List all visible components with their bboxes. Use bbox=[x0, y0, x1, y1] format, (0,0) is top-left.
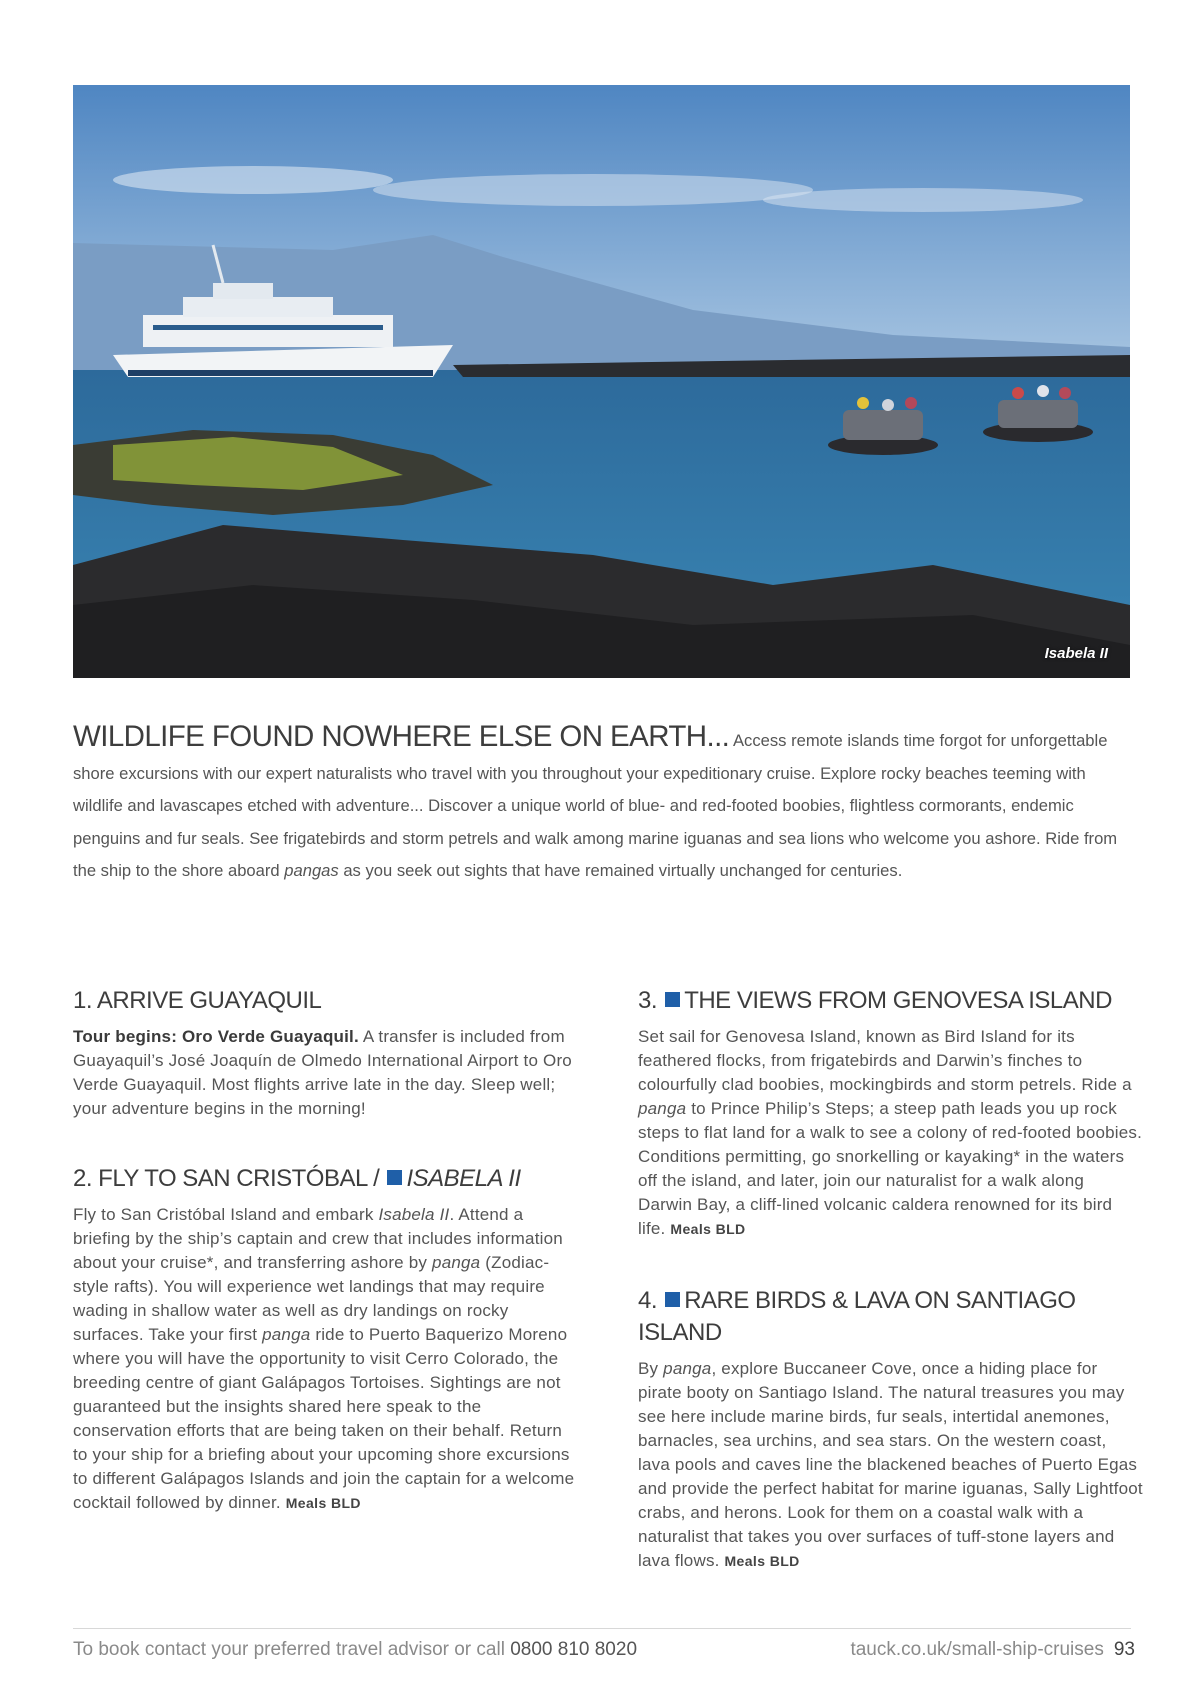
intro-text-italic: pangas bbox=[284, 861, 339, 880]
itinerary-column-left bbox=[73, 985, 578, 1515]
footer-booking bbox=[73, 1639, 637, 1661]
footer-booking-text: To book contact your preferred travel advisor or call bbox=[73, 1639, 511, 1660]
day-2-title-text: 2. FLY TO SAN CRISTÓBAL / bbox=[73, 1165, 380, 1192]
day-4-body-2: , explore Buccaneer Cove, once a hiding place for pirate booty on Santiago Island. The natural treasures you may see here include marine birds, fur seals, intertidal anemones, barnacles, sea urchins, and sea stars. On the western coast, lava pools and caves line the blackened beaches of Puerto Egas and provide the perfect habitat for marine iguanas, Sally Lightfoot crabs, and herons. Look for them on a coastal walk with a naturalist that takes you over surfaces of tuff-stone layers and lava flows. bbox=[638, 1359, 1143, 1570]
day-3-title bbox=[638, 985, 1143, 1017]
day-4-number: 4. bbox=[638, 1287, 658, 1314]
day-2-body-2: . Attend a briefing by the ship’s captain and crew that includes information about your cruise*, and transferring ashore by bbox=[73, 1205, 563, 1272]
intro-headline: WILDLIFE FOUND NOWHERE ELSE ON EARTH... bbox=[73, 720, 730, 753]
day-1-body: A transfer is included from Guayaquil’s José Joaquín de Olmedo International Airport to Oro Verde Guayaquil. Most flights arrive late in the day. Sleep well; your adventure begins in the morning! bbox=[73, 1027, 572, 1118]
day-3-italic-1: panga bbox=[638, 1099, 687, 1118]
day-2-italic-3: panga bbox=[262, 1325, 311, 1344]
day-4-body-1: By bbox=[638, 1359, 664, 1378]
day-2-meals: Meals BLD bbox=[285, 1495, 361, 1511]
day-3-body-2: to Prince Philip’s Steps; a steep path leads you up rock steps to flat land for a walk to see a colony of red-footed boobies. Conditions permitting, go snorkelling or kayaking* in the waters off the island, and later, join our naturalist for a walk along Darwin Bay, a cliff-lined volcanic caldera renowned for its bird life. bbox=[638, 1099, 1143, 1238]
footer-divider bbox=[73, 1628, 1131, 1629]
day-2-body-3: (Zodiac-style rafts). You will experience wet landings that may require wading in shallow water as well as dry landings on rocky surfaces. Take your first bbox=[73, 1253, 550, 1344]
intro-paragraph bbox=[73, 721, 1137, 888]
day-1-title: 1. ARRIVE GUAYAQUIL bbox=[73, 987, 322, 1014]
day-2-body-1: Fly to San Cristóbal Island and embark bbox=[73, 1205, 379, 1224]
day-2-italic-1: Isabela II bbox=[378, 1205, 450, 1224]
footer-phone-link[interactable]: 0800 810 8020 bbox=[510, 1639, 638, 1660]
ship-marker-icon bbox=[387, 1170, 402, 1185]
day-3-title-text: THE VIEWS FROM GENOVESA ISLAND bbox=[684, 987, 1112, 1014]
itinerary-column-right bbox=[638, 985, 1143, 1573]
footer-url-link[interactable]: tauck.co.uk/small-ship-cruises bbox=[850, 1639, 1104, 1660]
day-2-text bbox=[73, 1203, 578, 1515]
day-1-text bbox=[73, 1025, 578, 1121]
intro-text-end: as you seek out sights that have remained virtually unchanged for centuries. bbox=[338, 861, 903, 880]
page-number: 93 bbox=[1113, 1639, 1135, 1660]
galapagos-scene-illustration bbox=[73, 85, 1130, 678]
footer-site bbox=[850, 1639, 1135, 1661]
day-2-italic-2: panga bbox=[432, 1253, 481, 1272]
day-4-title bbox=[638, 1285, 1143, 1349]
day-3-text bbox=[638, 1025, 1143, 1241]
ship-marker-icon bbox=[665, 992, 680, 1007]
day-4-meals: Meals BLD bbox=[724, 1553, 800, 1569]
day-4-italic-1: panga bbox=[663, 1359, 712, 1378]
day-4-title-text: RARE BIRDS & LAVA ON SANTIAGO ISLAND bbox=[638, 1287, 1076, 1346]
photo-caption: Isabela II bbox=[1044, 645, 1108, 662]
day-3-meals: Meals BLD bbox=[670, 1221, 746, 1237]
intro-text: Access remote islands time forgot for unforgettable shore excursions with our expert naturalists who travel with you throughout your expeditionary cruise. Explore rocky beaches teeming with wildlife and lavascapes etched with adventure... Discover a unique world of blue- and red-footed boobies, flightless cormorants, endemic penguins and fur seals. See frigatebirds and storm petrels and walk among marine iguanas and sea lions who welcome you ashore. Ride from the ship to the shore aboard bbox=[73, 731, 1118, 880]
itinerary-day-2 bbox=[73, 1163, 578, 1515]
itinerary-day-4 bbox=[638, 1285, 1143, 1573]
day-3-number: 3. bbox=[638, 987, 658, 1014]
day-1-lead: Tour begins: Oro Verde Guayaquil. bbox=[73, 1027, 359, 1046]
day-2-body-4: ride to Puerto Baquerizo Moreno where you will have the opportunity to visit Cerro Colorado, the breeding centre of giant Galápagos Tortoises. Sightings are not guaranteed but the insights shared here speak to the conservation efforts that are being taken on their behalf. Return to your ship for a briefing about your upcoming shore excursions to different Galápagos Islands and join the captain for a welcome cocktail followed by dinner. bbox=[73, 1325, 575, 1512]
itinerary-day-3 bbox=[638, 985, 1143, 1241]
day-2-title-ship: ISABELA II bbox=[406, 1165, 521, 1192]
ship-marker-icon bbox=[665, 1292, 680, 1307]
itinerary-day-1 bbox=[73, 985, 578, 1121]
day-4-text bbox=[638, 1357, 1143, 1573]
hero-photo bbox=[73, 85, 1130, 678]
day-2-title bbox=[73, 1163, 578, 1195]
day-3-body-1: Set sail for Genovesa Island, known as Bird Island for its feathered flocks, from frigatebirds and Darwin’s finches to colourfully clad boobies, mockingbirds and storm petrels. Ride a bbox=[638, 1027, 1132, 1094]
